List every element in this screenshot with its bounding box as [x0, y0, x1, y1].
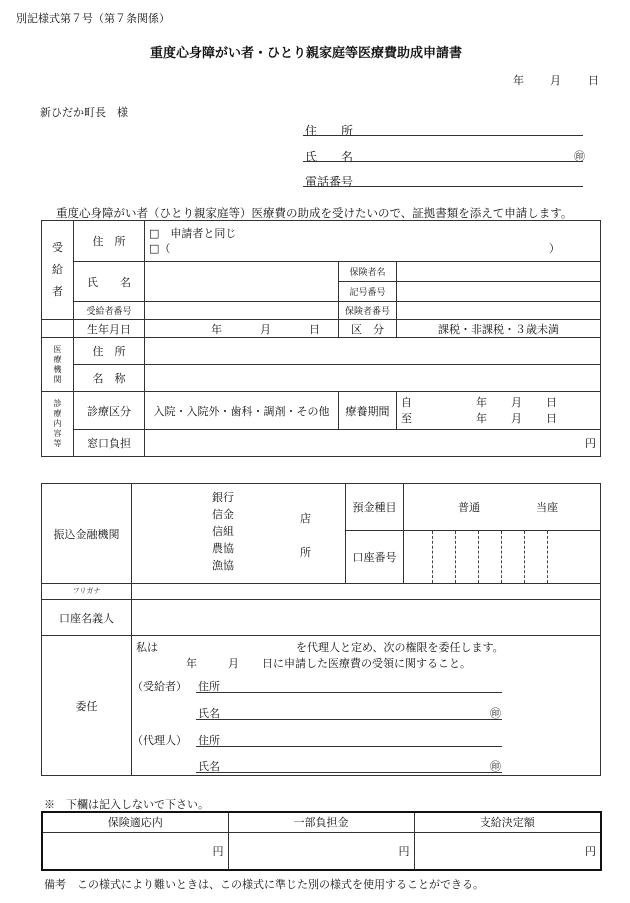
- partial-burden-cell: 円: [228, 832, 414, 870]
- other-address-checkbox[interactable]: □（ ）: [149, 242, 560, 255]
- delegation-cell[interactable]: 私は を代理人と定め、次の権限を委任します。 年 月 日に申請した医療費の受領に関すること。 （受給者） 住所 氏名 ㊞ （代理人） 住所 氏名 ㊞: [132, 636, 601, 776]
- medical-name-label: 名 称: [74, 365, 145, 392]
- delegation-label: 委任: [42, 636, 132, 776]
- treatment-type-options[interactable]: 入院・入院外・歯科・調剤・その他: [145, 392, 339, 430]
- insurer-number-cell[interactable]: [397, 302, 601, 320]
- treatment-type-label: 診療区分: [74, 392, 145, 430]
- applicant-address-label: 住 所: [305, 124, 354, 138]
- medical-address-cell[interactable]: [145, 338, 601, 365]
- account-number-cell[interactable]: [404, 531, 601, 584]
- insured-name-cell[interactable]: [397, 262, 601, 282]
- payment-decision-label: 支給決定額: [414, 812, 601, 832]
- date-day: 日: [588, 74, 599, 87]
- date-year: 年: [513, 74, 524, 87]
- bank-label: 振込金融機関: [42, 484, 132, 584]
- insurance-applicable-label: 保険適応内: [42, 812, 228, 832]
- remark: 備考 この様式により難いときは、この様式に準じた別の様式を使用することができる。: [44, 878, 484, 891]
- addressee: 新ひだか町長 様: [40, 106, 128, 119]
- seal-icon: ㊞: [574, 150, 585, 163]
- form-code: 別記様式第７号（第７条関係）: [16, 12, 170, 25]
- account-holder-label: 口座名義人: [42, 600, 132, 636]
- recipient-group-label: 受 給 者: [42, 221, 74, 320]
- account-number-label: 口座番号: [346, 531, 404, 584]
- recipient-name-cell[interactable]: [145, 262, 339, 302]
- office-use-table: [41, 811, 602, 871]
- treatment-group-label: 診 療 内 容 等: [42, 392, 74, 457]
- footer-note: ※ 下欄は記入しないで下さい。: [44, 798, 209, 811]
- insured-name-label: 保険者名: [339, 262, 397, 282]
- date-month: 月: [550, 74, 561, 87]
- category-label: 区 分: [339, 320, 397, 338]
- section1-table: [41, 220, 601, 457]
- medical-name-cell[interactable]: [145, 365, 601, 392]
- medical-institution-group-label: 医 療 機 関: [42, 338, 74, 392]
- furigana-cell[interactable]: [132, 584, 601, 600]
- furigana-label: フリガナ: [42, 584, 132, 600]
- page-title: 重度心身障がい者・ひとり親家庭等医療費助成申請書: [150, 46, 463, 61]
- copay-label: 窓口負担: [74, 430, 145, 457]
- same-as-applicant-checkbox[interactable]: □ 申請者と同じ: [149, 227, 237, 240]
- account-holder-cell[interactable]: [132, 600, 601, 636]
- section2-table: [41, 483, 601, 776]
- recipient-name-label: 氏 名: [74, 262, 145, 302]
- recipient-address-cell[interactable]: [145, 221, 601, 262]
- applicant-phone-label: 電話番号: [305, 175, 354, 189]
- treatment-period-label: 療養期間: [339, 392, 397, 430]
- symbol-number-label: 記号番号: [339, 282, 397, 302]
- applicant-name-label: 氏 名: [305, 150, 354, 164]
- deposit-type-options[interactable]: 普通 当座: [404, 484, 601, 531]
- bank-cell[interactable]: 銀行 信金 信組 農協 漁協 店 所: [132, 484, 346, 584]
- insurer-number-label: 保険者番号: [339, 302, 397, 320]
- birth-date-cell[interactable]: 年 月 日: [145, 320, 339, 338]
- treatment-period-cell[interactable]: 自 年 月 日 至 年 月 日: [397, 392, 601, 430]
- intro-text: 重度心身障がい者（ひとり親家庭等）医療費の助成を受けたいので、証拠書類を添えて申請します。: [56, 206, 573, 220]
- insurance-applicable-cell: 円: [42, 832, 228, 870]
- recipient-address-label: 住 所: [74, 221, 145, 262]
- payment-decision-cell: 円: [414, 832, 601, 870]
- recipient-number-label: 受給者番号: [74, 302, 145, 320]
- applicant-phone-line[interactable]: [303, 186, 583, 187]
- partial-burden-label: 一部負担金: [228, 812, 414, 832]
- recipient-number-cell[interactable]: [145, 302, 339, 320]
- copay-cell[interactable]: 円: [145, 430, 601, 457]
- birth-date-label: 生年月日: [74, 320, 145, 338]
- medical-address-label: 住 所: [74, 338, 145, 365]
- deposit-type-label: 預金種目: [346, 484, 404, 531]
- category-options[interactable]: 課税・非課税・３歳未満: [397, 320, 601, 338]
- symbol-number-cell[interactable]: [397, 282, 601, 302]
- applicant-name-line[interactable]: [303, 161, 583, 162]
- applicant-address-line[interactable]: [303, 135, 583, 136]
